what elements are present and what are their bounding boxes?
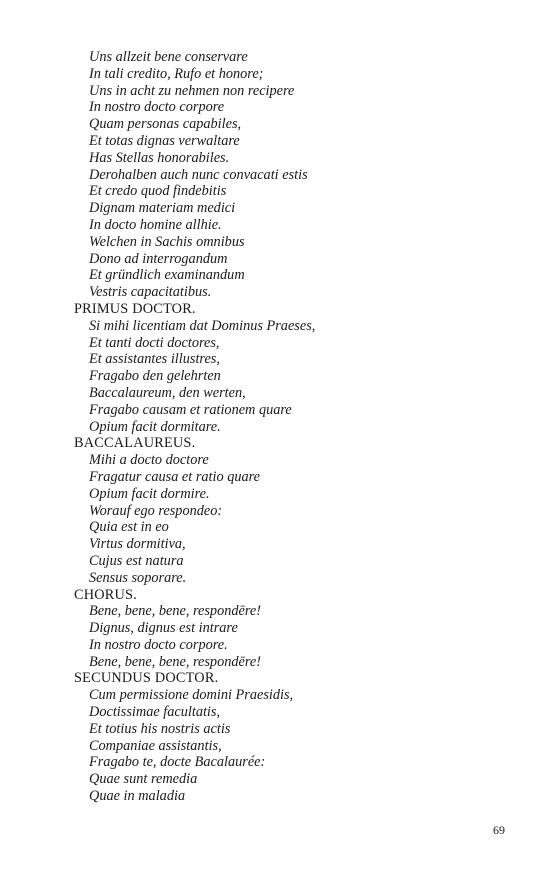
verse-line: Mihi a docto doctore	[89, 452, 209, 469]
verse-line: Quia est in eo	[89, 519, 169, 536]
verse-line: Uns in acht zu nehmen non recipere	[89, 82, 295, 99]
text-block	[74, 49, 514, 805]
verse-line: Bene, bene, bene, respondēre!	[89, 603, 262, 620]
verse-line: Dignam materiam medici	[89, 200, 236, 217]
verse-line: In nostro docto corpore	[89, 99, 225, 116]
verse-line: Doctissimae facultatis,	[89, 704, 221, 721]
verse-line: Quae in maladia	[89, 788, 186, 805]
verse-line: Et credo quod findebitis	[89, 183, 227, 200]
speaker-heading: BACCALAUREUS.	[74, 435, 196, 452]
verse-line: Fragatur causa et ratio quare	[89, 468, 261, 485]
speaker-heading: SECUNDUS DOCTOR.	[74, 670, 219, 687]
verse-line: Quam personas capabiles,	[89, 116, 242, 133]
verse-line: Has Stellas honorabiles.	[89, 149, 230, 166]
verse-line: Bene, bene, bene, respondēre!	[89, 653, 262, 670]
verse-line: Virtus dormitiva,	[89, 536, 186, 553]
verse-line: Quae sunt remedia	[89, 771, 198, 788]
verse-line: Dono ad interrogandum	[89, 250, 228, 267]
speaker-heading: CHORUS.	[74, 586, 137, 603]
verse-line: Fragabo causam et rationem quare	[89, 401, 292, 418]
verse-line: Si mihi licentiam dat Dominus Praeses,	[89, 317, 316, 334]
verse-line: In docto homine allhie.	[89, 216, 222, 233]
verse-line: Opium facit dormitare.	[89, 418, 221, 435]
verse-line: Fragabo den gelehrten	[89, 368, 221, 385]
verse-line: Dignus, dignus est intrare	[89, 620, 238, 637]
verse-line: Fragabo te, docte Bacalaurée:	[89, 754, 266, 771]
verse-line: Sensus soporare.	[89, 569, 187, 586]
verse-line: In tali credito, Rufo et honore;	[89, 65, 264, 82]
verse-line: Et assistantes illustres,	[89, 351, 220, 368]
verse-line: Cujus est natura	[89, 552, 184, 569]
verse-line: Vestris capacitatibus.	[89, 284, 212, 301]
verse-line: Et gründlich examinandum	[89, 267, 245, 284]
speaker-heading: PRIMUS DOCTOR.	[74, 300, 196, 317]
verse-line: In nostro docto corpore.	[89, 636, 228, 653]
verse-line: Uns allzeit bene conservare	[89, 49, 248, 65]
verse-line: Worauf ego respondeo:	[89, 502, 223, 519]
verse-line: Et totius his nostris actis	[89, 720, 231, 737]
page-number: 69	[493, 823, 505, 837]
verse-line: Et tanti docti doctores,	[89, 334, 220, 351]
verse-line: Companiae assistantis,	[89, 737, 222, 754]
verse-line: Derohalben auch nunc convacati estis	[89, 166, 308, 183]
verse-line: Et totas dignas verwaltare	[89, 132, 240, 149]
verse-line: Welchen in Sachis omnibus	[89, 233, 245, 250]
verse-line: Cum permissione domini Praesidis,	[89, 687, 294, 704]
verse-line: Opium facit dormire.	[89, 485, 210, 502]
verse-line: Baccalaureum, den werten,	[89, 384, 246, 401]
